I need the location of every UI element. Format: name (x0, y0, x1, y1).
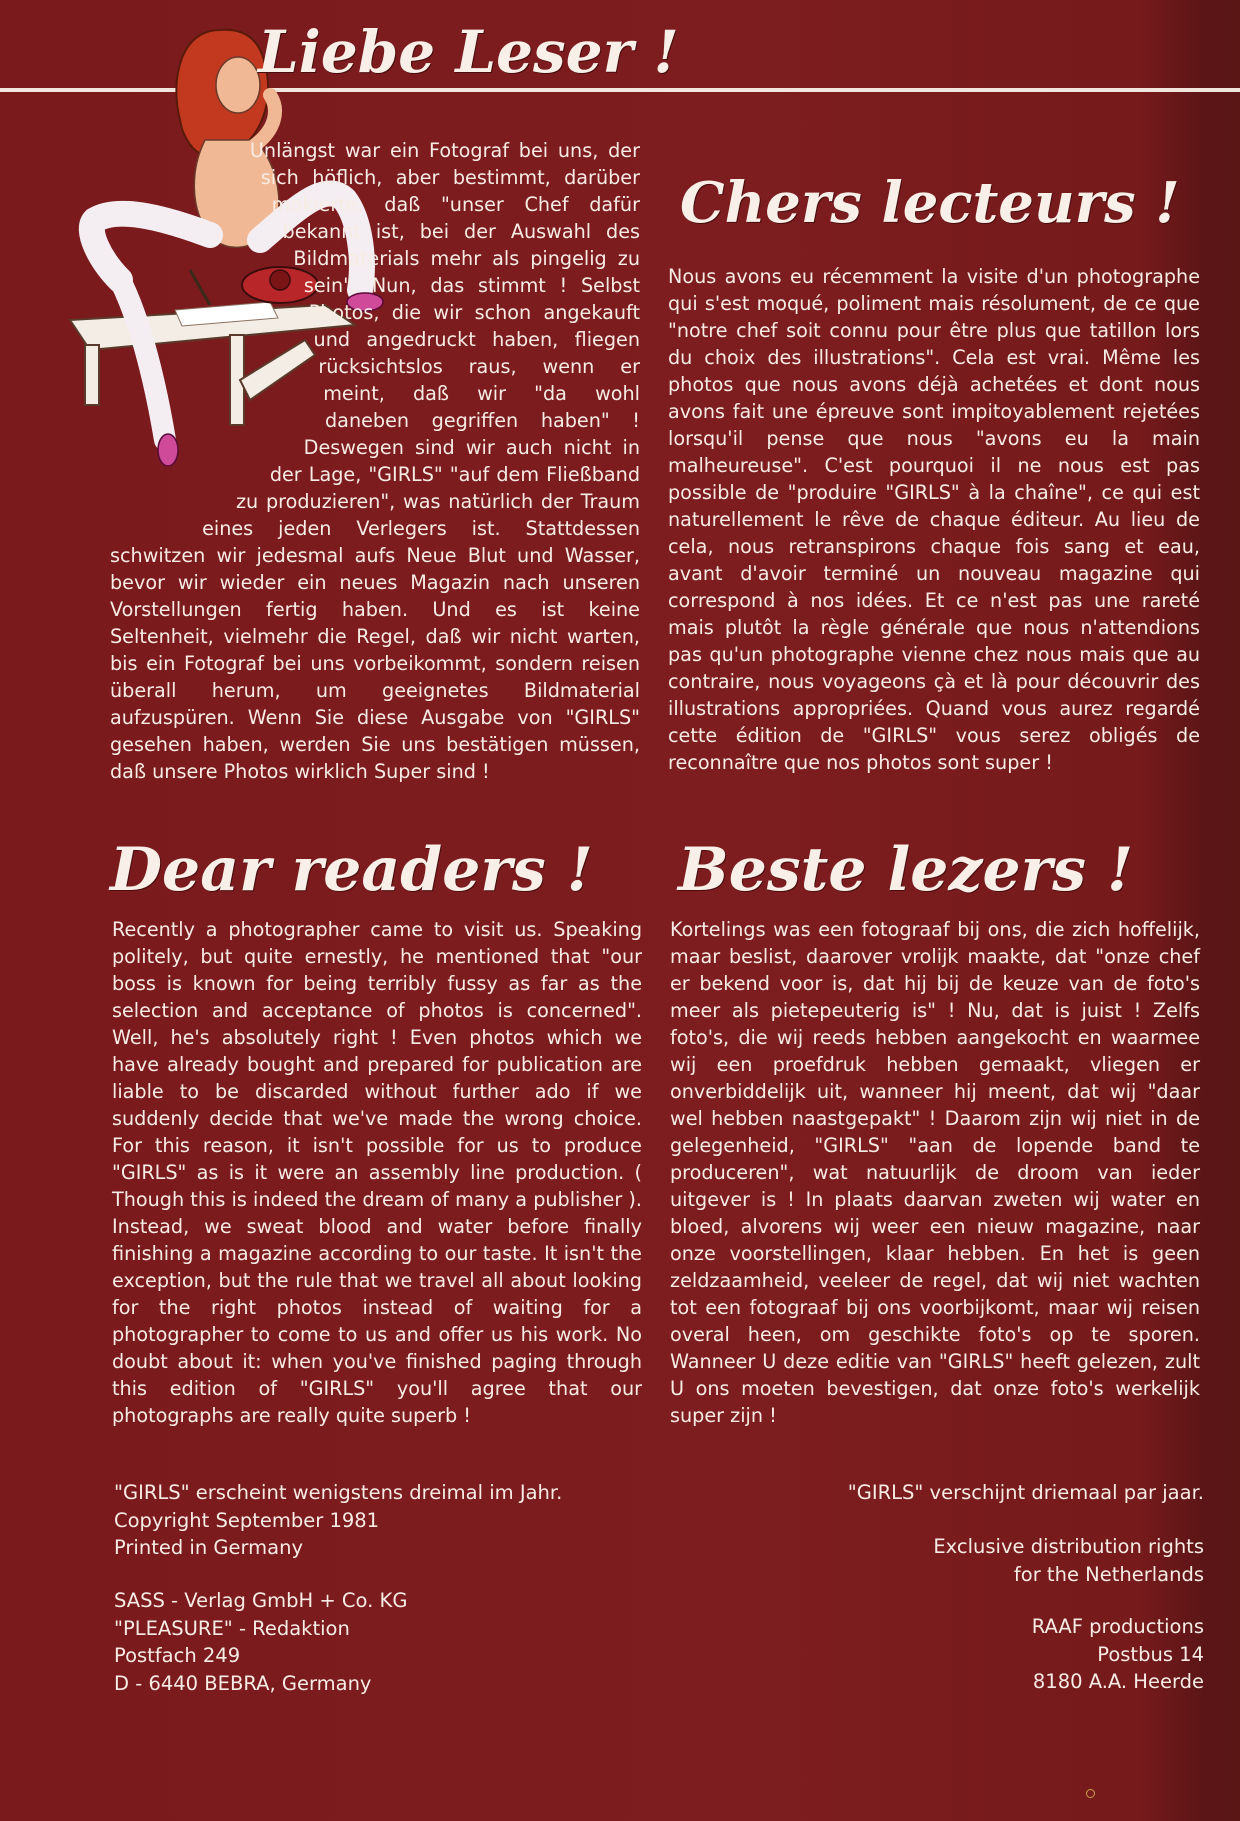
imprint-line: "PLEASURE" - Redaktion (114, 1616, 350, 1640)
imprint-line: Exclusive distribution rights (933, 1535, 1204, 1558)
imprint-line: "GIRLS" erscheint wenigstens dreimal im Jahr. (114, 1481, 563, 1504)
dutch-text-block (670, 916, 1200, 1429)
imprint-line: RAAF productions (1031, 1615, 1204, 1638)
german-body: Unlängst war ein Fotograf bei uns, der sich höflich, aber bestimmt, darüber mokierte, daß "unser Chef dafür bekannt ist, bei der Auswahl des Bildmaterials mehr als pingelig zu sein". Nun, das stimmt ! Selbst Photos, die wir schon angekauft und angedruckt haben, fliegen rücksichtslos raus, wenn er meint, daß wir "da wohl daneben gegriffen haben" ! Deswegen sind wir auch nicht in der Lage, "GIRLS" "auf dem Fließband zu produzieren", was natürlich der Traum eines jeden Verlegers ist. Stattdessen schwitzen wir jedesmal aufs Neue Blut und Wasser, bevor wir wieder ein neues Magazin nach unseren Vorstellungen fertig haben. Und es ist keine Seltenheit, vielmehr die Regel, daß wir nicht warten, bis ein Fotograf bei uns vorbeikommt, sondern reisen überall herum, um geeignetes Bildmaterial aufzuspüren. Wenn Sie diese Ausgabe von "GIRLS" gesehen haben, werden Sie uns bestätigen müssen, daß unsere Photos wirklich Super sind ! (110, 139, 640, 783)
imprint-line: SASS - Verlag GmbH + Co. KG (114, 1589, 408, 1612)
imprint-line: for the Netherlands (1013, 1562, 1204, 1586)
heading-french: Chers lecteurs ! (680, 170, 1180, 236)
german-text-block (110, 137, 640, 785)
imprint-line: 8180 A.A. Heerde (1032, 1670, 1204, 1693)
registration-dot (1086, 1789, 1095, 1798)
heading-english: Dear readers ! (110, 835, 593, 905)
imprint-line: Printed in Germany (114, 1536, 304, 1559)
dutch-body: Kortelings was een fotograaf bij ons, die zich hoffelijk, maar beslist, daarover vrolijk maakte, dat "onze chef er bekend voor is, dat hij bij de keuze van de foto's meer als pietepeuterig is" ! Nu, dat is juist ! Zelfs foto's, die wij reeds hebben aangekocht en waarmee wij een proefdruk hebben gemaakt, vliegen er onverbiddelijk uit, wanneer hij meent, dat wij "daar wel hebben naastgepakt" ! Daarom zijn wij niet in de gelegenheid, "GIRLS" "aan de lopende band te produceren", wat natuurlijk de droom van ieder uitgever is ! In plaats daarvan zweten wij water en bloed, alvorens wij weer een nieuw magazine, naar onze voorstellingen, klaar hebben. En het is geen zeldzaamheid, veeleer de regel, dat wij niet wachten tot een fotograaf bij ons voorbijkomt, maar wij reisen overal heen, om geschikte foto's op te sporen. Wanneer U deze editie van "GIRLS" heeft gelezen, zult U ons moeten bevestigen, dat onze foto's werkelijk super zijn ! (670, 918, 1200, 1427)
imprint-line: D - 6440 BEBRA, Germany (114, 1671, 372, 1695)
french-body: Nous avons eu récemment la visite d'un photographe qui s'est moqué, poliment mais résolument, de ce que "notre chef soit connu pour être plus que tatillon lors du choix des illustrations". Cela est vrai. Même les photos que nous avons déjà achetées et dont nous avons fait une épreuve sont impitoyablement rejetées lorsqu'il pense que nous "avons eu la main malheureuse". C'est pourquoi il ne nous est pas possible de "produire "GIRLS" à la chaîne", ce qui est naturellement le rêve de chaque éditeur. Au lieu de cela, nous retranspirons chaque fois sang et eau, avant d'avoir terminé un nouveau magazine qui correspond à nos idées. Et ce n'est pas une rareté mais plutôt la règle générale que nous n'attendions pas qu'un photographe vienne chez nous mais que au contraire, nous voyageons çà et là pour découvrir des illustrations appropriées. Quand vous aurez regardé cette édition de "GIRLS" vous serez obligés de reconnaître que nos photos sont super ! (668, 265, 1200, 774)
imprint-line: "GIRLS" verschijnt driemaal par jaar. (847, 1481, 1204, 1504)
imprint-line: Postfach 249 (114, 1644, 241, 1667)
heading-german: Liebe Leser ! (258, 18, 679, 86)
imprint-dutch-frequency (848, 1479, 1204, 1507)
imprint-line: Postbus 14 (1097, 1642, 1204, 1666)
imprint-publisher-address (114, 1587, 407, 1697)
french-text-block (668, 263, 1200, 776)
heading-dutch: Beste lezers ! (678, 835, 1134, 905)
english-body: Recently a photographer came to visit us. Speaking politely, but quite ernestly, he mentioned that "our boss is known for being terribly fussy as far as the selection and acceptance of photos is concerned". Well, he's absolutely right ! Even photos which we have already bought and prepared for publication are liable to be discarded without further ado if we suddenly decide that we've made the wrong choice. For this reason, it isn't possible for us to produce "GIRLS" as is it were an assembly line production. ( Though this is indeed the dream of many a publisher ). Instead, we sweat blood and water before finally finishing a magazine according to our taste. It isn't the exception, but the rule that we travel all about looking for the right photos instead of waiting for a photographer to come to us and offer us his work. No doubt about it: when you've finished paging through this edition of "GIRLS" you'll agree that our photographs are really quite superb ! (112, 918, 642, 1427)
imprint-distribution-rights (933, 1533, 1204, 1588)
imprint-publication-info (114, 1479, 562, 1562)
english-text-block (112, 916, 642, 1429)
imprint-dutch-distributor (1032, 1613, 1204, 1696)
imprint-line: Copyright September 1981 (114, 1508, 380, 1532)
